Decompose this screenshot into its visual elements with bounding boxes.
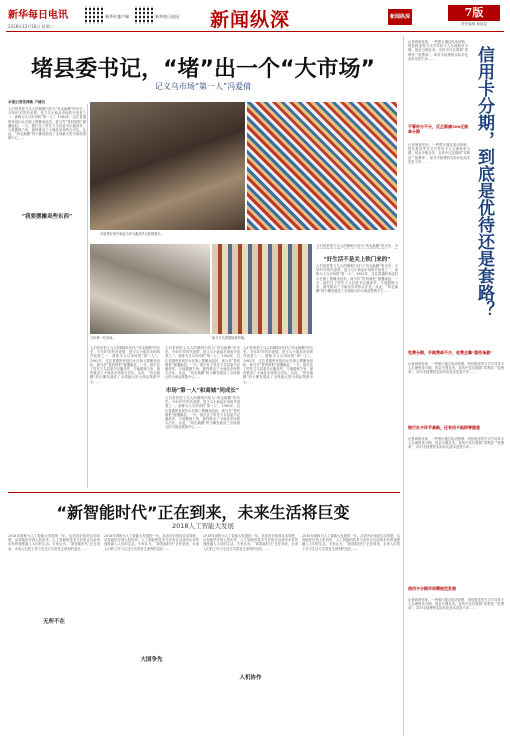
story2-subhead-3: 人机协作 [239,675,262,681]
page-number: 7版 [448,5,500,21]
sidebar-column-2: 记者调查发现，一些银行通过电话营销、短信推送等方式引导持卡人办理账单分期、现金分期业务，宣传中往往强调“零利息”“低费率”，却对手续费的实际年化成本语焉不详…… [408,362,504,375]
story1-photo2-caption: 当年第一代市场。 [90,336,116,340]
story2-subhead-1: 无所不在 [42,619,65,625]
sidebar-column-4: 记者调查发现，一些银行通过电话营销、短信推送等方式引导持卡人办理账单分期、现金分期业务，宣传中往往强调“零利息”“低费率”，却对手续费的实际年化成本语焉不详…… [408,598,504,611]
sidebar-subhead-1: 不管你分不分，反正都减500元账单分期 [408,124,469,134]
story2-subheadline: 2018人工智能大发展 [171,522,235,530]
story1-byline: 本报记者张鸿敏 卢啸汶 [8,100,46,104]
sidebar-subhead-4: 信用卡分期市场需规范发展 [408,586,456,591]
story1-column-3b: 人们常常把义乌人的精明归结为“鸡毛换糖”的历史。今年87岁的冯爱倩，是义乌小商品市场的开创者之一，被称为义乌市场的“第一人”。1982年，这位普通的家庭妇女在街上摆摊卖纽扣，被当作“投机倒把”屡遭驱赶。一天，她拦住了时任义乌县委书记谢高华，与他据理力争，最终推动了小商品市场的合法化。从此，“鸡毛换糖”的小摊发展成了全球最大的小商品集散中心…… [165,396,240,430]
section-logo: 新闻纵深 [388,9,412,25]
page-editor: 责任编辑 黄昭昆 [460,22,488,26]
sidebar-intro: 记者调查发现，一些银行通过电话营销、短信推送等方式引导持卡人办理账单分期、现金分期业务，宣传中往往强调“零利息”“低费率”，却对手续费的实际年化成本语焉不详…… [408,40,468,61]
sidebar-subhead-3: 银行办卡环节套路，还有用卡陷阱等隐患 [408,425,480,430]
header-rule [6,31,504,32]
section-title: 新闻纵深 [210,9,291,31]
qr-label: 新华社客户端 [105,14,129,19]
qr-code-icon[interactable] [85,6,103,24]
qr-label: 新华每日电讯 [155,14,179,19]
story1-column-4-top: 人们常常把义乌人的精明归结为“鸡毛换糖”的历史。今 [316,244,398,248]
column-rule [87,104,88,488]
story1-photo-old-market [90,244,210,334]
story2-column-3: 2018年被称为人工智能大发展的一年。从语音识别到自动驾驶，从智能医疗到人机协作，人工智能的技术与应用正以前所未有的速度融入人们的生活。专家认为，“新智能时代”正在到来，未来人们的工作与生活方式将发生深刻的变化…… [203,534,298,551]
story1-photo1-caption: 冯爱倩在家中拿起当年与谢高华合影的照片。 [100,232,164,236]
story1-main-photo [90,102,245,230]
story2-column-1: 2018年被称为人工智能大发展的一年。从语音识别到自动驾驶，从智能医疗到人机协作，人工智能的技术与应用正以前所未有的速度融入人们的生活。专家认为，“新智能时代”正在到来，未来人们的工作与生活方式将发生深刻的变化…… [8,534,100,551]
story1-column-3a: 人们常常把义乌人的精明归结为“鸡毛换糖”的历史。今年87岁的冯爱倩，是义乌小商品市场的开创者之一，被称为义乌市场的“第一人”。1982年，这位普通的家庭妇女在街上摆摊卖纽扣，被当作“投机倒把”屡遭驱赶。一天，她拦住了时任义乌县委书记谢高华，与他据理力争，最终推动了小商品市场的合法化。从此，“鸡毛换糖”的小摊发展成了全球最大的小商品集散中心…… [165,346,240,380]
story-divider [8,492,400,493]
story1-headline: 堵县委书记，“堵”出一个“大市场” [31,57,375,82]
sidebar-vertical-title: 信用卡分期，到底是优待还是套路？ [474,46,494,318]
story1-photo3-caption: 如今义乌的国际商贸城。 [212,336,248,340]
sidebar-subhead-2: 免费分期，手续费却不少，收费全靠“隐形条款” [408,350,493,355]
story1-column-2: 人们常常把义乌人的精明归结为“鸡毛换糖”的历史。今年87岁的冯爱倩，是义乌小商品市场的开创者之一，被称为义乌市场的“第一人”。1982年，这位普通的家庭妇女在街上摆摊卖纽扣，被当作“投机倒把”屡遭驱赶。一天，她拦住了时任义乌县委书记谢高华，与他据理力争，最终推动了小商品市场的合法化。从此，“鸡毛换糖”的小摊发展成了全球最大的小商品集散中心…… [90,346,160,384]
sidebar-column-1: 记者调查发现，一些银行通过电话营销、短信推送等方式引导持卡人办理账单分期、现金分期业务，宣传中往往强调“零利息”“低费率”，却对手续费的实际年化成本语焉不详…… [408,143,470,164]
story1-subhead-1: “我要摆摊卖些东西” [21,214,73,220]
story1-photo-fabric [247,102,397,230]
sidebar-column-3: 记者调查发现，一些银行通过电话营销、短信推送等方式引导持卡人办理账单分期、现金分期业务，宣传中往往强调“零利息”“低费率”，却对手续费的实际年化成本语焉不详…… [408,437,504,450]
column-rule [403,36,404,736]
story1-column-4: 人们常常把义乌人的精明归结为“鸡毛换糖”的历史。今年87岁的冯爱倩，是义乌小商品市场的开创者之一，被称为义乌市场的“第一人”。1982年，这位普通的家庭妇女在街上摆摊卖纽扣，被当作“投机倒把”屡遭驱赶。一天，她拦住了时任义乌县委书记谢高华，与他据理力争，最终推动了小商品市场的合法化。从此，“鸡毛换糖”的小摊发展成了全球最大的小商品集散中心…… [316,264,398,294]
issue-date: 2018年12月18日 星期二 [8,24,54,29]
story2-column-4: 2018年被称为人工智能大发展的一年。从语音识别到自动驾驶，从智能医疗到人机协作，人工智能的技术与应用正以前所未有的速度融入人们的生活。专家认为，“新智能时代”正在到来，未来人们的工作与生活方式将发生深刻的变化…… [302,534,400,551]
story1-column-1: 人们常常把义乌人的精明归结为“鸡毛换糖”的历史。今年87岁的冯爱倩，是义乌小商品市场的开创者之一，被称为义乌市场的“第一人”。1982年，这位普通的家庭妇女在街上摆摊卖纽扣，被当作“投机倒把”屡遭驱赶。一天，她拦住了时任义乌县委书记谢高华，与他据理力争，最终推动了小商品市场的合法化。从此，“鸡毛换糖”的小摊发展成了全球最大的小商品集散中心…… [8,107,86,141]
story2-headline: “新智能时代”正在到来，未来生活将巨变 [56,503,350,522]
story1-subhead-3: 市场“第一人”和商城“同成长” [165,388,240,394]
story2-column-2: 2018年被称为人工智能大发展的一年。从语音识别到自动驾驶，从智能医疗到人机协作，人工智能的技术与应用正以前所未有的速度融入人们的生活。专家认为，“新智能时代”正在到来，未来人们的工作与生活方式将发生深刻的变化…… [104,534,199,551]
story2-subhead-2: 大国争先 [140,657,163,663]
story1-subhead-2: “好生活不是关上铁门来的” [323,257,391,263]
qr-code-icon[interactable] [135,6,153,24]
story1-subheadline: 记义乌市场“第一人”冯爱倩 [154,82,252,91]
masthead [8,6,78,30]
story1-photo-trade-city [212,244,312,334]
story1-column-3c: 人们常常把义乌人的精明归结为“鸡毛换糖”的历史。今年87岁的冯爱倩，是义乌小商品市场的开创者之一，被称为义乌市场的“第一人”。1982年，这位普通的家庭妇女在街上摆摊卖纽扣，被当作“投机倒把”屡遭驱赶。一天，她拦住了时任义乌县委书记谢高华，与他据理力争，最终推动了小商品市场的合法化。从此，“鸡毛换糖”的小摊发展成了全球最大的小商品集散中心…… [243,346,313,384]
newspaper-brand: 新华每日电讯 [8,10,68,21]
